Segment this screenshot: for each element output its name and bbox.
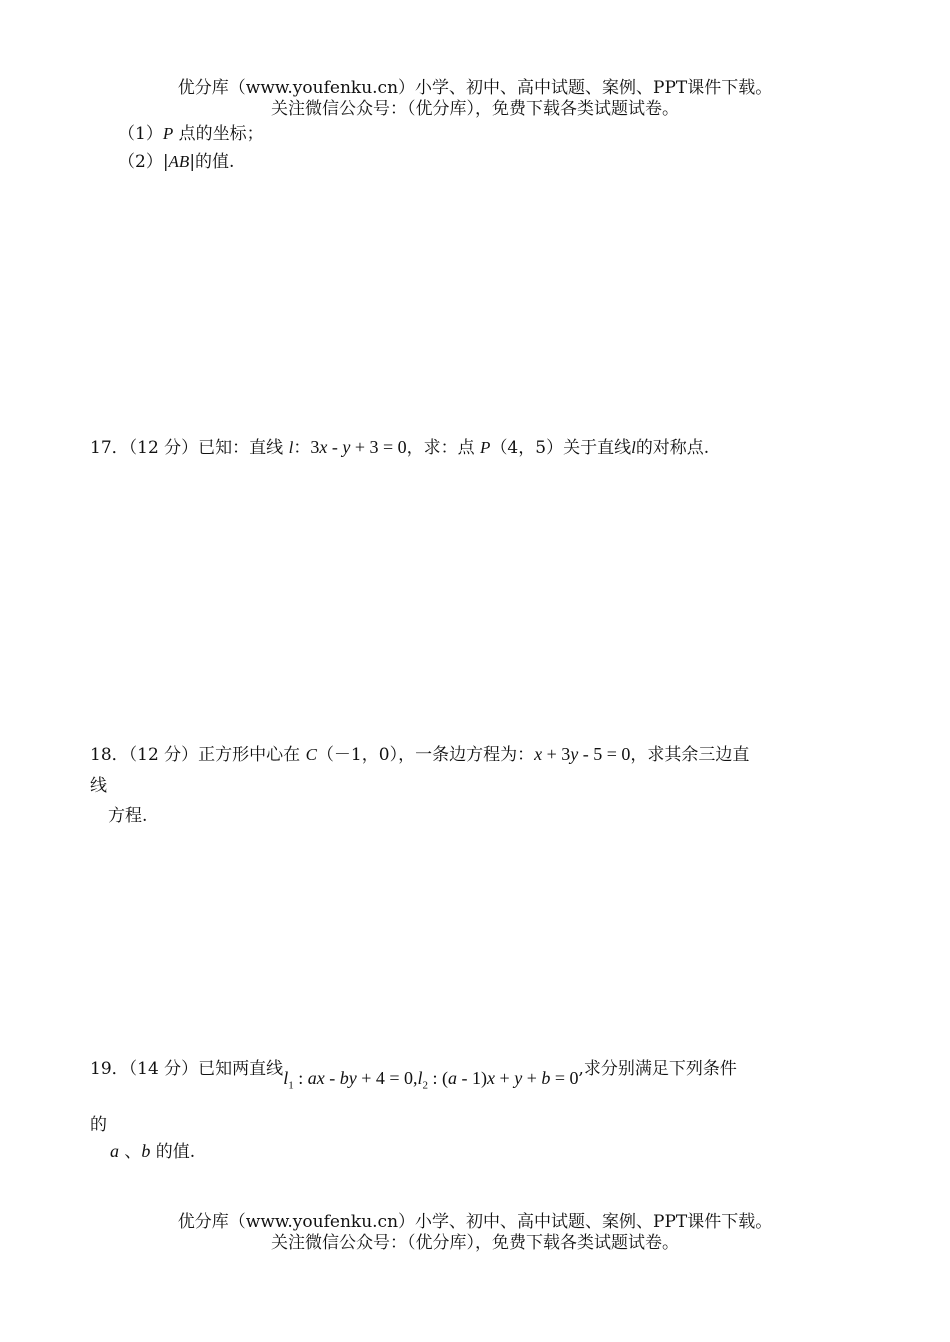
question-17: 17．（12 分）已知：直线 l：3x - y + 3 = 0，求：点 P（4，5）关于直线l的对称点. xyxy=(90,437,710,458)
q18-wrap: 线 xyxy=(90,776,107,796)
q18-line-2: 方程. xyxy=(108,806,148,826)
q18-equation: x + 3y - 5 = 0 xyxy=(534,744,631,764)
footer-line-2: 关注微信公众号：（优分库），免费下载各类试题试卷。 xyxy=(271,1233,679,1253)
footer-line-1: 优分库（www.youfenku.cn）小学、初中、高中试题、案例、PPT课件下载。 xyxy=(177,1212,773,1232)
q19-line-1: 19．（14 分）已知两直线$l_1$ : ax - by + $4 = 0,l_2$ : (a - 1)x + y + b = 0,求分别满足下列条件 xyxy=(90,1059,737,1092)
header-line-2: 关注微信公众号：（优分库），免费下载各类试题试卷。 xyxy=(271,99,679,119)
q19-wrap: 的 xyxy=(90,1115,107,1135)
q18-line-1: 18．（12 分）正方形中心在 C（－1，0），一条边方程为：x + 3y - 5 = 0，求其余三边直 xyxy=(90,744,750,765)
q19-number: 19． xyxy=(90,1059,129,1079)
q18-number: 18． xyxy=(90,745,129,765)
q16-part-1: （1）P 点的坐标； xyxy=(118,124,264,144)
q19-equation: $l_1$ : ax - by + $4 = 0,l_2$ : (a - 1)x + y + b = 0 xyxy=(283,1068,579,1092)
q17-equation: 3x - y + 3 = 0 xyxy=(310,437,407,457)
q17-number: 17． xyxy=(90,438,129,458)
q19-line-2: a 、b 的值. xyxy=(110,1141,196,1162)
header-line-1: 优分库（www.youfenku.cn）小学、初中、高中试题、案例、PPT课件下载。 xyxy=(177,78,773,98)
q16-part-2: （2）|AB|的值. xyxy=(118,152,235,172)
